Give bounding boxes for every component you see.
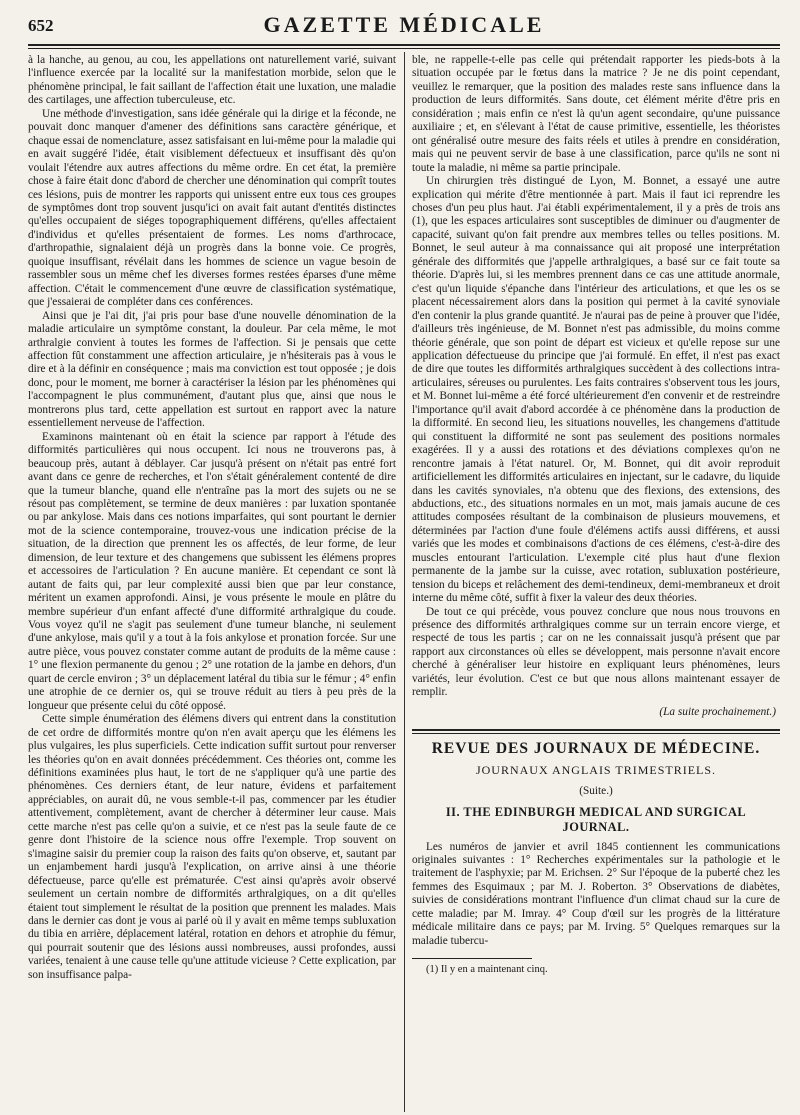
running-title: GAZETTE MÉDICALE xyxy=(263,12,545,37)
section-title: REVUE DES JOURNAUX DE MÉDECINE. xyxy=(431,740,761,758)
page-header xyxy=(28,10,780,42)
paragraph: De tout ce qui précède, vous pouvez conclure que nous nous trouvons en présence des difformités arthralgiques comme sur un terrain encore vierge, et respecté de tous les partis ; car on ne les connaissait jusqu'à présent que par rapport aux circonstances où elles se développent, mais personne n'avait encore cherché à généraliser leur histoire en expliquant leurs phénomènes, leurs variétés, leur évolution. C'est ce but que nous allons maintenant essayer de remplir. xyxy=(412,605,780,699)
paragraph: Cette simple énumération des élémens divers qui entrent dans la constitution de cet ordre de difformités montre qu'on n'en avait aperçu que les élémens les plus vulgaires, les plus superficiels. Cette indication suffit surtout pour renverser les théories qu'on en avait données précédemment. Ces théories ont, comme les définitions examinées plus haut, le tort de ne s'appliquer qu'à une partie des phénomènes. Ces derniers étant, de leur nature, évidens et parfaitement appréciables, on aurait dû, ne vous semble-t-il pas, commencer par les étudier attentivement, complètement, avant de chercher à déterminer leur cause. Mais cette marche n'est pas celle qu'on a suivie, et ce n'est pas la seule faute de ce genre dont l'histoire de la science nous offre l'exemple. Trop souvent on s'imagine saisir du premier coup la raison des faits qu'on observe, et, sautant par un enjambement hardi jusqu'à l'explication, on arrive ainsi à une théorie défectueuse, parce qu'elle est prématurée. C'est ainsi qu'après avoir observé seulement un certain nombre de difformités arthralgiques, on a dit qu'elles étaient tout simplement le résultat de la position que prennent les malades. Mais dans le dernier cas dont je vous ai parlé où il y avait en même temps subluxation du tibia en arrière, déplacement latéral, rotation en dehors et atrophie du fémur, qui pourrait soutenir que des lésions aussi nombreuses, aussi profondes, aussi variées, tenaient à une cause telle qu'une attitude vicieuse ? Cette explication, par son insuffisance palpa- xyxy=(28,713,396,981)
paragraph: Les numéros de janvier et avril 1845 contiennent les communications originales suivantes : 1° Recherches expérimentales sur la pathologie et le traitement de l'asphyxie; par M. Erichsen. 2° Sur l'époque de la puberté chez les femmes des Esquimaux ; par M. J. Roberton. 3° Observations de diabètes, suivies de considérations montrant l'influence d'un climat chaud sur la cure de cette maladie; par M. Imray. 4° Coup d'œil sur les progrès de la littérature médicale militaire dans ce pays; par M. Irving. 5° Quelques remarques sur la maladie tubercu- xyxy=(412,840,780,947)
section-subtitle: JOURNAUX ANGLAIS TRIMESTRIELS. xyxy=(475,762,717,777)
right-column xyxy=(412,54,780,1104)
paragraph: Une méthode d'investigation, sans idée générale qui la dirige et la féconde, ne pouvait donc manquer d'amener des définitions sans caractère générique, et chaque essai de nomenclature, assez satisfaisant en lui-même pour la maladie qui en avait suggéré l'idée, était visiblement défectueux et insuffisant dès qu'on voulait l'étendre aux autres affections du même ordre. En cet état, la première chose à faire était donc d'abord de chercher une dénomination qui comprît toutes ces lésions, puis de montrer les rapports qui unissent entre eux tous ces groupes de symptômes dont trop souvent jusqu'ici on avait fait autant d'entités distinctes qu'elles occupaient de siéges topographiquement différens, qu'elles affectaient d'individus et qu'elles présentaient de formes. Les noms d'arthrocace, d'arthropathie, signalaient déjà un progrès dans la bonne voie. Ce progrès, quoique insuffisant, révélait dans les hommes de science un vague besoin de rassembler sous un même chef les diverses formes restées éparses d'une même affection. C'était le commencement d'une œuvre de classification systématique, que j'essaierai de compléter dans ces conférences. xyxy=(28,107,396,309)
column-divider xyxy=(404,52,405,1112)
paragraph: Un chirurgien très distingué de Lyon, M. Bonnet, a essayé une autre explication qui mérite d'être mentionnée à part. Mais il faut ici reprendre les choses d'un peu plus haut. J'ai établi expérimentalement, il y a près de trois ans (1), que les espaces articulaires sont susceptibles de diminuer ou d'augmenter de capacité, suivant qu'on fait prendre aux membres telles ou telles positions. M. Bonnet, le seul auteur à ma connaissance qui ait proposé une interprétation générale des difformités que j'appelle arthralgiques, a basé sur ce fait toute sa théorie. D'après lui, si les membres prennent dans ce cas une attitude anormale, c'est qu'un liquide s'épanche dans l'intérieur des articulations, et que les os se placent nécessairement alors dans la position qui permet à la cavité synoviale d'en contenir la plus grande quantité. Je n'aurai pas de peine à prouver que l'idée, d'ailleurs très ingénieuse, de M. Bonnet n'est pas admissible, du moins comme théorie générale, que son point de départ est vicieux et qu'elle repose sur une application défectueuse du principe que j'ai formulé. En effet, il n'est pas exact de dire que toutes les difformités arthralgiques succèdent à des collections intra-articulaires, séreuses ou purulentes. Les faits contraires s'observent tous les jours, et M. Bonnet lui-même a été forcé ultérieurement d'en convenir et de restreindre l'importance qu'il avait d'abord accordée à ce phénomène dans la production de la difformité. En second lieu, les situations nouvelles, les changemens d'attitude qui constituent la difformité ne sont pas seulement des positions normales exagérées. Il y a aussi des rotations et des déviations complexes qu'on ne rencontre jamais à l'état naturel. Or, M. Bonnet, qui dit avoir reproduit artificiellement les difformités articulaires en injectant, sur le cadavre, du liquide dans les cavités synoviales, n'a obtenu que des flexions, des extensions, des abductions, etc., des situations normales en un mot, mais jamais aucune de ces attitudes composées résultant de la combinaison de plusieurs mouvemens, et déterminées par l'action d'une foule d'élémens actifs aussi différens, et aussi variés que les modes et combinaisons d'actions de ces élémens, c'est-à-dire des muscles entourant l'articulation. L'exemple cité plus haut d'une flexion permanente de la jambe sur la cuisse, avec rotation, subluxation postérieure, tension du biceps et relâchement des demi-tendineux, demi-membraneux et droit interne du même côté, suffit à fixer la valeur des deux théories. xyxy=(412,175,780,605)
header-rule-thin xyxy=(28,48,780,49)
footnote-rule xyxy=(412,958,532,959)
paragraph: Ainsi que je l'ai dit, j'ai pris pour base d'une nouvelle dénomination de la maladie articulaire un symptôme constant, la douleur. Par cela même, le mot arthralgie convient à toutes les formes de l'affection. Si je pensais que cette affection fût constamment une affection articulaire, je n'hésiterais pas à vous le dire et à la définir en conséquence ; mais ma conviction est tout opposée ; je dois donc, pour le moment, me borner à caractériser la lésion par les phénomènes qui l'accompagnent le plus communément, d'autant plus que, ainsi que nous le montrerons plus tard, cette appellation est surtout en rapport avec la nature essentiellement nerveuse de l'affection. xyxy=(28,309,396,430)
paragraph: à la hanche, au genou, au cou, les appellations ont naturellement varié, suivant l'influence exercée par la localité sur la manifestation morbide, selon que le phénomène principal, le fait saillant de l'affection était une luxation, une maladie des cartilages, une affection tuberculeuse, etc. xyxy=(28,54,396,107)
paragraph: ble, ne rappelle-t-elle pas celle qui prétendait rapporter les pieds-bots à la situation occupée par le fœtus dans la matrice ? Je ne dis point cependant, veuillez le remarquer, que la position des malades reste sans influence dans la production de leurs difformités. Sans doute, cet élément mérite d'être pris en considération ; mais enfin ce n'est là qu'un agent secondaire, qu'une puissance auxiliaire ; et, en s'élevant à l'état de cause primitive, essentielle, les théoristes ont généralisé outre mesure des faits réels et utiles à prendre en considération, mais qui ne peuvent servir de base à une classification, parce qu'ils ne sont ni toute la maladie, ni même sa partie principale. xyxy=(412,54,780,174)
section-suite: (Suite.) xyxy=(579,785,613,798)
header-rule xyxy=(28,44,780,46)
journal-title: II. THE EDINBURGH MEDICAL AND SURGICAL JOURNAL. xyxy=(445,804,747,834)
section-rule xyxy=(412,729,780,731)
continuation-note: (La suite prochainement.) xyxy=(659,705,776,718)
footnote: (1) Il y en a maintenant cinq. xyxy=(426,964,548,976)
section-rule-thin xyxy=(412,733,780,734)
paragraph: Examinons maintenant où en était la science par rapport à l'étude des difformités particulières qui nous occupent. Ici nous ne trouverons pas, à beaucoup près, autant à déblayer. Car jusqu'à présent on n'était pas entré fort avant dans ce genre de recherches, et l'on s'était généralement contenté de dire que la tumeur blanche, quand elle n'entraîne pas la mort des sujets ou ne se résout pas complètement, se termine de deux manières : par luxation spontanée ou par ankylose. Mais dans ces notions imparfaites, qui sont pourtant le dernier mot de la science contemporaine, trouvez-vous une indication précise de la situation, de la direction que prennent les os affectés, de leur forme, de leur dimension, de leur texture et des changemens que subissent les élémens propres et accessoires de l'articulation ? En aucune manière. Et cependant ce sont là autant de faits qui, par leur complexité aussi bien que par leur constance, méritent un examen approfondi. Ainsi, je vous présente le moule en plâtre du membre supérieur d'un enfant affecté d'une difformité arthralgique du coude. Vous voyez qu'il ne s'agit pas seulement d'une tumeur blanche, ni seulement d'une ankylose, mais qu'il y a tout à la fois ankylose et pronation forcée. Sur une autre pièce, vous pouvez constater comme autant de produits de la même cause : 1° une flexion permanente du genou ; 2° une rotation de la jambe en dehors, d'un quart de cercle environ ; 3° un déplacement latéral du tibia sur le fémur ; 4° enfin une atrophie de ce dernier os, qui se trouve réduit au tiers à peu près de la longueur que présente celui du côté opposé. xyxy=(28,430,396,712)
page-number: 652 xyxy=(28,16,54,35)
left-column xyxy=(28,54,396,1104)
